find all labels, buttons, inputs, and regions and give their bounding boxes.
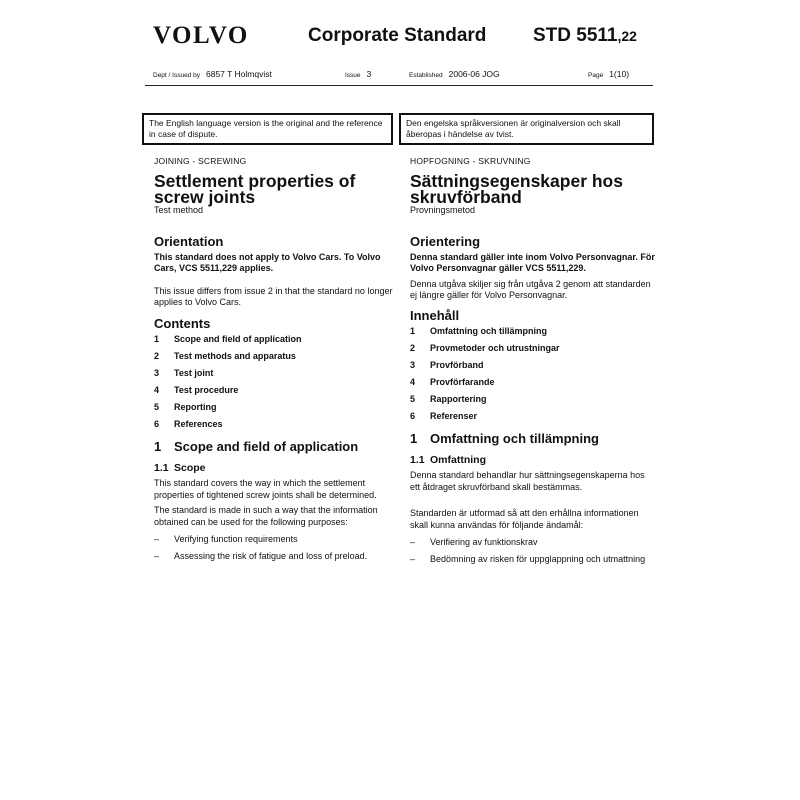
section-1-heading — [410, 433, 656, 445]
issue-value: 3 — [366, 69, 372, 79]
orientation-bold-text: This standard does not apply to Volvo Cars. To Volvo Cars, VCS 5511,229 applies. — [154, 251, 381, 273]
contents-item-label: Omfattning och tillämpning — [430, 325, 547, 336]
contents-item-number: 4 — [410, 376, 416, 387]
bullet-text: Verifying function requirements — [174, 534, 298, 544]
dept-label: Dept / Issued by — [153, 72, 200, 79]
contents-item-label: Test methods and apparatus — [174, 350, 296, 361]
issue-label: Issue — [345, 72, 361, 79]
contents-item-label: Rapportering — [430, 393, 487, 404]
established-label: Established — [409, 72, 443, 79]
bullet-item — [410, 537, 656, 549]
section-1-1-heading — [154, 463, 400, 475]
bullet-item — [154, 534, 400, 546]
orientation-heading: Orientation — [154, 234, 224, 249]
swedish-notice-box — [399, 113, 654, 145]
contents-item-number: 3 — [410, 359, 416, 370]
contents-item — [154, 331, 400, 348]
contents-item-number: 4 — [154, 384, 160, 395]
contents-item-label: Scope and field of application — [174, 333, 302, 344]
dept-value: 6857 T Holmqvist — [205, 69, 272, 79]
bullet-dash: – — [410, 553, 416, 564]
bullet-text: Bedömning av risken för uppglappning och utmattning — [430, 553, 646, 564]
section-1-1-number: 1.1 — [154, 461, 169, 474]
bullet-dash: – — [154, 534, 160, 544]
contents-item — [154, 348, 400, 365]
orientation-heading: Orientering — [410, 234, 481, 249]
issue — [345, 69, 371, 79]
contents-item-number: 2 — [154, 350, 160, 361]
contents-item-label: Provmetoder och utrustningar — [430, 342, 560, 353]
contents-item-number: 2 — [410, 342, 416, 353]
page-number — [588, 69, 629, 79]
section-1-number: 1 — [410, 431, 418, 446]
contents-item-label: Test joint — [174, 367, 214, 378]
scope-paragraph-1: This standard covers the way in which the settlement properties of tightened screw joints shall be determined. — [154, 478, 377, 500]
english-notice-text: The English language version is the original and the reference in case of dispute. — [149, 118, 383, 139]
contents-item — [154, 382, 400, 399]
orientation-text: This issue differs from issue 2 in that the standard no longer applies to Volvo Cars. — [154, 285, 393, 307]
section-1-1-title: Scope — [174, 461, 206, 474]
contents-item — [410, 374, 656, 391]
orientation-text: Denna utgåva skiljer sig från utgåva 2 genom att standarden ej längre gäller för Volvo Personvagnar. — [410, 278, 651, 300]
section-1-1-number: 1.1 — [410, 453, 425, 466]
contents-item — [410, 357, 656, 374]
dept-issued-by — [153, 69, 272, 79]
contents-item-number: 5 — [154, 401, 160, 412]
header-divider — [145, 85, 653, 86]
swedish-notice-text: Den engelska språkversionen är originalversion och skall åberopas i händelse av tvist. — [406, 118, 621, 139]
contents-item — [154, 399, 400, 416]
document-subtitle: Provningsmetod — [410, 204, 476, 215]
contents-item-label: Provförfarande — [430, 376, 495, 387]
page-value: 1(10) — [609, 69, 630, 79]
orientation-bold-text: Denna standard gäller inte inom Volvo Personvagnar. För Volvo Personvagnar gäller VCS 5511,229. — [410, 251, 655, 273]
bullet-dash: – — [154, 550, 160, 561]
contents-item-number: 1 — [410, 325, 416, 336]
bullet-dash: – — [410, 537, 416, 547]
established — [409, 69, 500, 79]
contents-item — [410, 408, 656, 425]
swedish-column — [410, 156, 656, 565]
section-1-title: Omfattning och tillämpning — [430, 431, 599, 446]
section-1-number: 1 — [154, 439, 162, 454]
section-label: JOINING - SCREWING — [154, 156, 247, 166]
contents-item-label: Referenser — [430, 410, 478, 421]
contents-item — [410, 340, 656, 357]
document-subtitle: Test method — [154, 204, 204, 215]
scope-paragraph-2: The standard is made in such a way that the information obtained can be used for the following purposes: — [154, 505, 378, 527]
contents-item-number: 6 — [410, 410, 416, 421]
document-title: Sättningsegenskaper hos skruvförband — [410, 170, 623, 207]
english-notice-box — [142, 113, 393, 145]
contents-item — [154, 416, 400, 433]
section-label: HOPFOGNING - SKRUVNING — [410, 156, 531, 166]
scope-paragraph-2: Standarden är utformad så att den erhållna informationen skall kunna användas för följande ändamål: — [410, 508, 639, 530]
contents-item-label: Test procedure — [174, 384, 239, 395]
standard-number-main: STD 5511 — [533, 25, 618, 46]
standard-number — [533, 25, 637, 47]
bullet-text: Assessing the risk of fatigue and loss of preload. — [174, 550, 368, 561]
contents-heading: Innehåll — [410, 307, 460, 323]
bullet-item — [154, 551, 400, 563]
scope-paragraph-1: Denna standard behandlar hur sättningsegenskaperna hos ett åtdraget skruvförband skall bestämmas. — [410, 470, 645, 492]
section-1-title: Scope and field of application — [174, 439, 359, 454]
contents-item — [410, 391, 656, 408]
contents-heading: Contents — [154, 315, 211, 331]
contents-list — [410, 323, 656, 425]
english-column — [154, 156, 400, 562]
standard-number-suffix: ,22 — [617, 28, 637, 44]
contents-item-number: 1 — [154, 333, 160, 344]
section-1-1-title: Omfattning — [430, 453, 486, 466]
contents-item-label: Reporting — [174, 401, 217, 412]
contents-list — [154, 331, 400, 433]
section-1-heading — [154, 441, 400, 453]
contents-item — [410, 323, 656, 340]
contents-item-number: 5 — [410, 393, 416, 404]
bullet-text: Verifiering av funktionskrav — [430, 537, 538, 547]
volvo-logo: VOLVO — [153, 22, 249, 49]
established-value: 2006-06 JOG — [448, 69, 500, 79]
contents-item-label: Provförband — [430, 359, 484, 370]
document-title: Settlement properties of screw joints — [154, 170, 356, 207]
page-label: Page — [588, 72, 604, 79]
contents-item-label: References — [174, 418, 223, 429]
bullet-item — [410, 554, 656, 566]
section-1-1-heading — [410, 455, 656, 467]
contents-item — [154, 365, 400, 382]
document-type: Corporate Standard — [308, 25, 487, 46]
contents-item-number: 6 — [154, 418, 160, 429]
contents-item-number: 3 — [154, 367, 160, 378]
